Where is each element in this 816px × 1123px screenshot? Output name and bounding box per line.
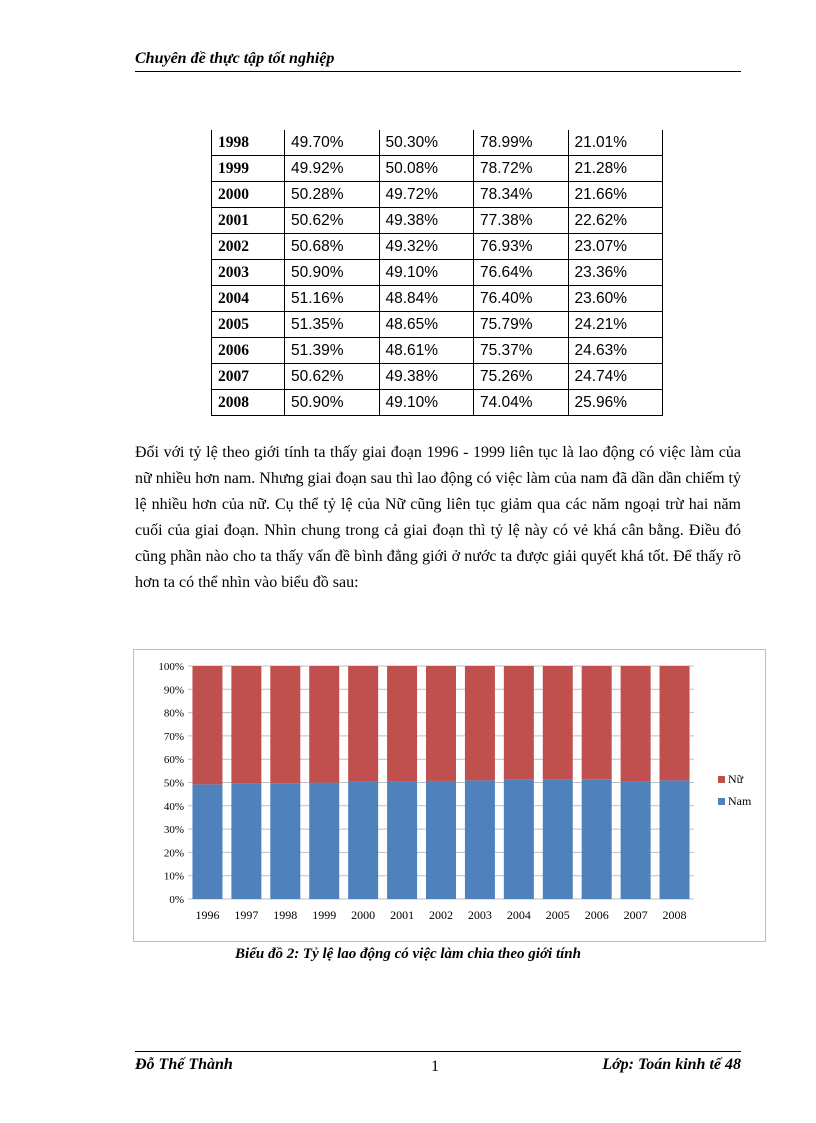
x-tick-label: 2002 xyxy=(429,908,453,922)
bar-n-1997 xyxy=(231,666,261,784)
value-cell: 23.60% xyxy=(568,286,663,312)
value-cell: 50.30% xyxy=(379,130,474,156)
table-row xyxy=(212,156,663,182)
value-cell: 74.04% xyxy=(474,390,569,416)
value-cell: 25.96% xyxy=(568,390,663,416)
bar-n-2006 xyxy=(582,666,612,779)
year-cell: 2007 xyxy=(212,364,285,390)
year-cell: 1998 xyxy=(212,130,285,156)
value-cell: 50.62% xyxy=(285,208,380,234)
bar-n-2002 xyxy=(426,666,456,781)
y-tick-label: 50% xyxy=(163,777,184,790)
bar-n-2008 xyxy=(660,666,690,780)
bar-nam-2006 xyxy=(582,779,612,899)
value-cell: 48.65% xyxy=(379,312,474,338)
bar-n-2003 xyxy=(465,666,495,780)
bar-n-2005 xyxy=(543,666,573,779)
table-row xyxy=(212,208,663,234)
value-cell: 23.36% xyxy=(568,260,663,286)
year-cell: 2004 xyxy=(212,286,285,312)
value-cell: 49.10% xyxy=(379,390,474,416)
value-cell: 24.74% xyxy=(568,364,663,390)
y-tick-label: 100% xyxy=(158,661,184,673)
document-header-title: Chuyên đề thực tập tốt nghiệp xyxy=(135,50,335,67)
value-cell: 22.62% xyxy=(568,208,663,234)
value-cell: 76.64% xyxy=(474,260,569,286)
data-table xyxy=(211,130,663,416)
table-row xyxy=(212,130,663,156)
value-cell: 51.35% xyxy=(285,312,380,338)
table-row xyxy=(212,182,663,208)
value-cell: 48.61% xyxy=(379,338,474,364)
bar-nam-2000 xyxy=(348,782,378,899)
value-cell: 49.32% xyxy=(379,234,474,260)
x-tick-label: 1999 xyxy=(312,908,337,922)
year-cell: 2003 xyxy=(212,260,285,286)
footer-rule xyxy=(135,1051,741,1052)
legend-swatch xyxy=(718,776,725,783)
x-tick-label: 2004 xyxy=(506,908,531,922)
table-row xyxy=(212,364,663,390)
x-tick-label: 2007 xyxy=(623,908,648,922)
legend-label: Nam xyxy=(728,794,752,808)
bar-n-1999 xyxy=(309,666,339,783)
bar-n-1996 xyxy=(192,666,222,784)
x-tick-label: 1996 xyxy=(195,908,220,922)
value-cell: 50.08% xyxy=(379,156,474,182)
value-cell: 24.21% xyxy=(568,312,663,338)
bar-n-2004 xyxy=(504,666,534,780)
y-tick-label: 80% xyxy=(163,707,184,720)
page-number: 1 xyxy=(431,1058,439,1075)
table-row xyxy=(212,338,663,364)
value-cell: 75.79% xyxy=(474,312,569,338)
bar-nam-2002 xyxy=(426,781,456,899)
y-tick-label: 90% xyxy=(163,684,184,697)
value-cell: 48.84% xyxy=(379,286,474,312)
x-tick-label: 2008 xyxy=(662,908,687,922)
year-cell: 2000 xyxy=(212,182,285,208)
value-cell: 49.72% xyxy=(379,182,474,208)
value-cell: 50.68% xyxy=(285,234,380,260)
value-cell: 76.93% xyxy=(474,234,569,260)
y-tick-label: 30% xyxy=(163,824,184,837)
value-cell: 78.99% xyxy=(474,130,569,156)
year-cell: 2006 xyxy=(212,338,285,364)
table-row xyxy=(212,260,663,286)
bar-nam-1997 xyxy=(231,784,261,899)
y-tick-label: 10% xyxy=(163,870,184,883)
table-row xyxy=(212,234,663,260)
value-cell: 49.38% xyxy=(379,364,474,390)
x-tick-label: 1997 xyxy=(234,908,259,922)
x-tick-label: 2001 xyxy=(390,908,415,922)
bar-nam-2003 xyxy=(465,780,495,899)
bar-n-2001 xyxy=(387,666,417,781)
bar-nam-1998 xyxy=(270,783,300,899)
year-cell: 2008 xyxy=(212,390,285,416)
year-cell: 2002 xyxy=(212,234,285,260)
value-cell: 24.63% xyxy=(568,338,663,364)
value-cell: 49.70% xyxy=(285,130,380,156)
bar-nam-1996 xyxy=(192,784,222,899)
value-cell: 51.39% xyxy=(285,338,380,364)
value-cell: 21.01% xyxy=(568,130,663,156)
value-cell: 78.72% xyxy=(474,156,569,182)
year-cell: 2001 xyxy=(212,208,285,234)
year-cell: 1999 xyxy=(212,156,285,182)
y-tick-label: 0% xyxy=(169,894,184,906)
value-cell: 23.07% xyxy=(568,234,663,260)
table-row xyxy=(212,312,663,338)
value-cell: 49.38% xyxy=(379,208,474,234)
x-tick-label: 2005 xyxy=(545,908,570,922)
stacked-bar-chart xyxy=(133,649,766,942)
legend-label: Nữ xyxy=(728,772,744,786)
value-cell: 49.10% xyxy=(379,260,474,286)
bar-nam-1999 xyxy=(309,783,339,899)
value-cell: 77.38% xyxy=(474,208,569,234)
bar-nam-2007 xyxy=(621,781,651,899)
value-cell: 21.66% xyxy=(568,182,663,208)
value-cell: 75.37% xyxy=(474,338,569,364)
footer-author: Đỗ Thế Thành xyxy=(135,1056,233,1073)
year-cell: 2005 xyxy=(212,312,285,338)
header-rule xyxy=(135,71,741,72)
value-cell: 50.28% xyxy=(285,182,380,208)
value-cell: 78.34% xyxy=(474,182,569,208)
bar-n-1998 xyxy=(270,666,300,783)
value-cell: 21.28% xyxy=(568,156,663,182)
y-tick-label: 70% xyxy=(163,730,184,743)
x-tick-label: 2003 xyxy=(467,908,492,922)
footer-class: Lớp: Toán kinh tế 48 xyxy=(602,1056,741,1073)
x-tick-label: 2006 xyxy=(584,908,609,922)
value-cell: 75.26% xyxy=(474,364,569,390)
value-cell: 50.90% xyxy=(285,260,380,286)
y-tick-label: 20% xyxy=(163,847,184,860)
bar-n-2007 xyxy=(621,666,651,781)
bar-nam-2008 xyxy=(660,780,690,899)
y-tick-label: 40% xyxy=(163,800,184,813)
value-cell: 49.92% xyxy=(285,156,380,182)
y-tick-label: 60% xyxy=(163,754,184,767)
bar-nam-2001 xyxy=(387,781,417,899)
x-tick-label: 2000 xyxy=(351,908,376,922)
chart-caption: Biểu đồ 2: Tỷ lệ lao động có việc làm chia theo giới tính xyxy=(235,946,581,962)
value-cell: 76.40% xyxy=(474,286,569,312)
value-cell: 50.90% xyxy=(285,390,380,416)
bar-nam-2004 xyxy=(504,780,534,899)
chart-canvas xyxy=(134,650,767,943)
table-row xyxy=(212,390,663,416)
bar-nam-2005 xyxy=(543,779,573,899)
body-paragraph: Đối với tỷ lệ theo giới tính ta thấy giai đoạn 1996 - 1999 liên tục là lao động có việc làm của nữ nhiều hơn nam. Nhưng giai đoạn sau thì lao động có việc làm của nam đã dần dần chiếm tỷ lệ nhiều hơn của nữ. Cụ thể tỷ lệ của Nữ cũng liên tục giảm qua các năm ngoại trừ hai năm cuối của giai đoạn. Nhìn chung trong cả giai đoạn thì tỷ lệ này có vẻ khá cân bằng. Điều đó cũng phần nào cho ta thấy vấn đề bình đẳng giới ở nước ta được giải quyết khá tốt. Để thấy rõ hơn ta có thể nhìn vào biểu đồ sau: xyxy=(135,444,741,591)
value-cell: 50.62% xyxy=(285,364,380,390)
table-row xyxy=(212,286,663,312)
value-cell: 51.16% xyxy=(285,286,380,312)
legend-swatch xyxy=(718,798,725,805)
x-tick-label: 1998 xyxy=(273,908,298,922)
bar-n-2000 xyxy=(348,666,378,782)
